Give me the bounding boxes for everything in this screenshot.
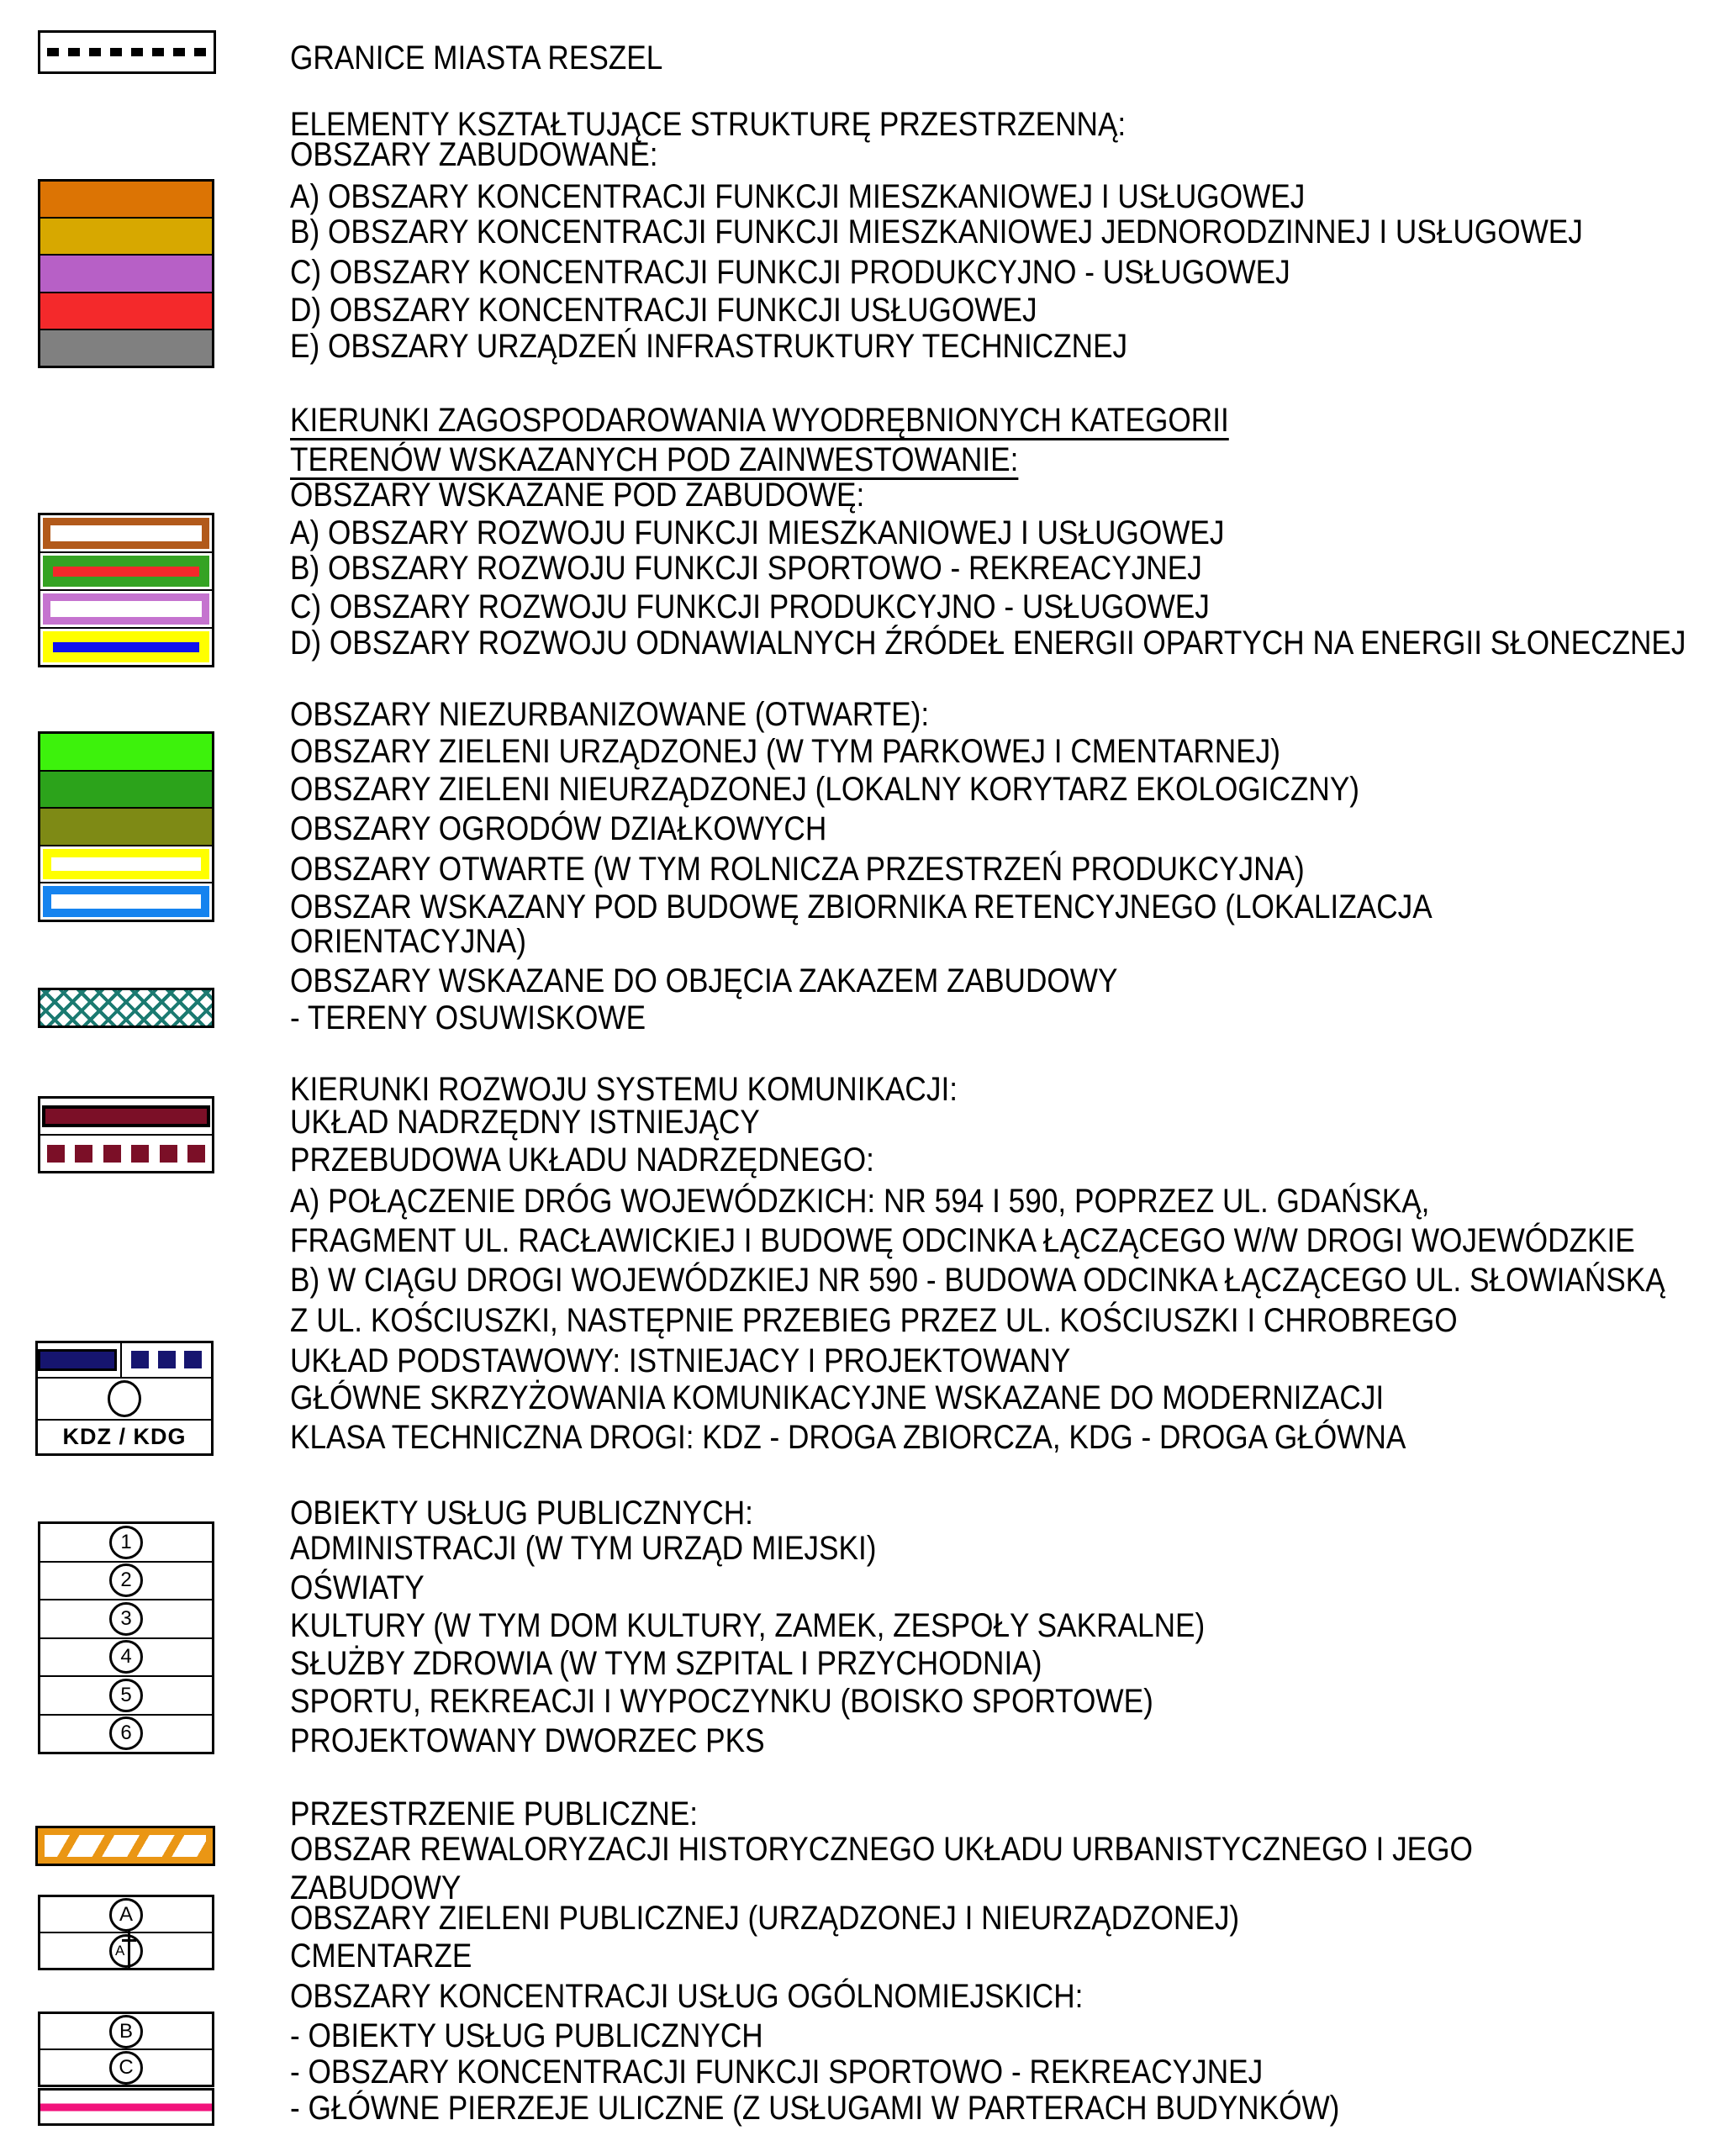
symbol-dworzec-pks xyxy=(40,1716,212,1753)
circled-5-icon: 5 xyxy=(109,1679,143,1712)
swatch-group-uklad-nadrzedny xyxy=(38,1096,214,1173)
legend-line: ORIENTACYJNA) xyxy=(290,923,526,960)
legend-line: OBSZARY WSKAZANE DO OBJĘCIA ZAKAZEM ZABUDOWY xyxy=(290,962,1118,999)
legend-line: GRANICE MIASTA RESZEL xyxy=(290,40,663,76)
crosshatch-pattern xyxy=(40,990,212,1026)
legend-heading: OBSZARY NIEZURBANIZOWANE (OTWARTE): xyxy=(290,696,930,733)
legend-line: PRZEBUDOWA UKŁADU NADRZĘDNEGO: xyxy=(290,1142,874,1178)
legend-heading: TERENÓW WSKAZANYCH POD ZAINWESTOWANIE: xyxy=(290,441,1019,478)
diagonal-stripe-pattern xyxy=(45,1835,206,1857)
swatch-infrastruktura-techniczna xyxy=(40,330,212,366)
legend-line: D) OBSZARY ROZWOJU ODNAWIALNYCH ŹRÓDEŁ ENERGII OPARTYCH NA ENERGII SŁONECZNEJ xyxy=(290,625,1686,662)
swatch-group-rozwoju xyxy=(38,513,214,667)
legend-line: UKŁAD PODSTAWOWY: ISTNIEJACY I PROJEKTOWANY xyxy=(290,1342,1071,1379)
swatch-rozwoj-mieszkaniowej xyxy=(40,515,212,553)
legend-line: OBSZARY ZIELENI PUBLICZNEJ (URZĄDZONEJ I NIEURZĄDZONEJ) xyxy=(290,1900,1240,1937)
legend-line: B) W CIĄGU DROGI WOJEWÓDZKIEJ NR 590 - BUDOWA ODCINKA ŁĄCZĄCEGO UL. SŁOWIAŃSKĄ xyxy=(290,1262,1665,1299)
swatch-uklad-podstawowy xyxy=(38,1343,211,1379)
swatch-funkcja-produkcyjno-uslugowa xyxy=(40,256,212,293)
circled-2-icon: 2 xyxy=(109,1563,143,1597)
circled-4-icon: 4 xyxy=(109,1640,143,1674)
legend-line: - GŁÓWNE PIERZEJE ULICZNE (Z USŁUGAMI W PARTERACH BUDYNKÓW) xyxy=(290,2090,1340,2127)
swatch-zbiornik-retencyjny xyxy=(40,883,212,920)
legend-heading: OBSZARY WSKAZANE POD ZABUDOWĘ: xyxy=(290,477,865,514)
legend-line: SPORTU, REKREACJI I WYPOCZYNKU (BOISKO SPORTOWE) xyxy=(290,1683,1153,1720)
swatch-uklad-nadrzedny-istniejacy xyxy=(40,1099,212,1136)
swatch-funkcja-mieszkaniowa-uslugowa xyxy=(40,182,212,219)
legend-line: A) POŁĄCZENIE DRÓG WOJEWÓDZKICH: NR 594 I 590, POPRZEZ UL. GDAŃSKĄ, xyxy=(290,1183,1430,1220)
legend-line: - TERENY OSUWISKOWE xyxy=(290,999,646,1036)
legend-line: KLASA TECHNICZNA DROGI: KDZ - DROGA ZBIORCZA, KDG - DROGA GŁÓWNA xyxy=(290,1419,1406,1456)
symbol-sportowo-rekreacyjne xyxy=(40,2050,212,2085)
legend-heading: OBIEKTY USŁUG PUBLICZNYCH: xyxy=(290,1495,753,1532)
swatch-rozwoj-energii-slonecznej xyxy=(40,629,212,665)
symbol-kultura xyxy=(40,1600,212,1639)
symbol-oswiata xyxy=(40,1563,212,1601)
legend-line: CMENTARZE xyxy=(290,1938,472,1975)
legend-line: GŁÓWNE SKRZYŻOWANIA KOMUNIKACYJNE WSKAZANE DO MODERNIZACJI xyxy=(290,1379,1385,1416)
intersection-circle-icon xyxy=(108,1380,141,1417)
symbol-sport xyxy=(40,1677,212,1716)
symbol-administracja xyxy=(40,1524,212,1563)
legend-line: ADMINISTRACJI (W TYM URZĄD MIEJSKI) xyxy=(290,1530,877,1567)
legend-line: OŚWIATY xyxy=(290,1569,425,1606)
circled-1-icon: 1 xyxy=(109,1526,143,1559)
legend-line: UKŁAD NADRZĘDNY ISTNIEJĄCY xyxy=(290,1104,760,1141)
legend-heading: KIERUNKI ROZWOJU SYSTEMU KOMUNIKACJI: xyxy=(290,1071,958,1108)
swatch-granice-miasta xyxy=(38,30,216,74)
swatch-ogrody-dzialkowe xyxy=(40,809,212,846)
legend-line: C) OBSZARY KONCENTRACJI FUNKCJI PRODUKCYJNO - USŁUGOWEJ xyxy=(290,254,1290,291)
legend-line: Z UL. KOŚCIUSZKI, NASTĘPNIE PRZEBIEG PRZEZ UL. KOŚCIUSZKI I CHROBREGO xyxy=(290,1302,1458,1339)
legend-heading: OBSZARY KONCENTRACJI USŁUG OGÓLNOMIEJSKICH: xyxy=(290,1978,1084,2015)
legend-line: - OBIEKTY USŁUG PUBLICZNYCH xyxy=(290,2017,763,2054)
legend-line: - OBSZARY KONCENTRACJI FUNKCJI SPORTOWO - REKREACYJNEJ xyxy=(290,2054,1264,2091)
legend-line: C) OBSZARY ROZWOJU FUNKCJI PRODUKCYJNO - USŁUGOWEJ xyxy=(290,588,1210,625)
legend-line: OBSZARY ZIELENI NIEURZĄDZONEJ (LOKALNY KORYTARZ EKOLOGICZNY) xyxy=(290,771,1360,808)
swatch-pierzeje-uliczne xyxy=(38,2088,214,2126)
swatch-group-uklad-podstawowy xyxy=(35,1341,214,1456)
legend-line: D) OBSZARY KONCENTRACJI FUNKCJI USŁUGOWEJ xyxy=(290,292,1037,329)
circled-c-icon: C xyxy=(109,2051,143,2085)
swatch-przebudowa-ukladu xyxy=(40,1136,212,1171)
symbol-cmentarze xyxy=(40,1933,212,1968)
swatch-rozwoj-sportowo-rekreacyjnej xyxy=(40,553,212,591)
legend-line: OBSZAR REWALORYZACJI HISTORYCZNEGO UKŁADU URBANISTYCZNEGO I JEGO xyxy=(290,1831,1473,1868)
swatch-tereny-osuwiskowe xyxy=(38,988,214,1028)
legend-line: OBSZAR WSKAZANY POD BUDOWĘ ZBIORNIKA RETENCYJNEGO (LOKALIZACJA xyxy=(290,888,1433,925)
circled-6-icon: 6 xyxy=(109,1716,143,1750)
symbol-zielen-publiczna xyxy=(40,1897,212,1933)
legend-line: PROJEKTOWANY DWORZEC PKS xyxy=(290,1722,765,1759)
swatch-group-ogolnomiejskie xyxy=(38,2012,214,2087)
swatch-zielen-nieurzadzona xyxy=(40,772,212,809)
circled-3-icon: 3 xyxy=(109,1602,143,1636)
pink-frontage-line xyxy=(40,2103,212,2111)
legend-line: KULTURY (W TYM DOM KULTURY, ZAMEK, ZESPOŁY SAKRALNE) xyxy=(290,1607,1206,1644)
legend-heading: ELEMENTY KSZTAŁTUJĄCE STRUKTURĘ PRZESTRZENNĄ: xyxy=(290,106,1127,143)
swatch-rewaloryzacja xyxy=(35,1826,215,1866)
dashed-boundary-line xyxy=(47,48,207,56)
circled-b-icon: B xyxy=(109,2015,143,2048)
legend-line: B) OBSZARY KONCENTRACJI FUNKCJI MIESZKANIOWEJ JEDNORODZINNEJ I USŁUGOWEJ xyxy=(290,214,1583,250)
swatch-rozwoj-produkcyjno-uslugowej xyxy=(40,591,212,629)
kdz-kdg-label: KDZ / KDG xyxy=(62,1423,187,1449)
legend-heading: PRZESTRZENIE PUBLICZNE: xyxy=(290,1795,699,1832)
swatch-group-zielen-cmentarze xyxy=(38,1895,214,1970)
legend-line: OBSZARY OGRODÓW DZIAŁKOWYCH xyxy=(290,810,827,847)
symbol-sluzba-zdrowia xyxy=(40,1639,212,1678)
cemetery-cross-icon: A xyxy=(109,1934,143,1968)
swatch-zielen-urzadzona xyxy=(40,734,212,772)
legend-line: A) OBSZARY ROZWOJU FUNKCJI MIESZKANIOWEJ I USŁUGOWEJ xyxy=(290,514,1225,551)
swatch-skrzyzowania xyxy=(38,1379,211,1421)
legend-line: SŁUŻBY ZDROWIA (W TYM SZPITAL I PRZYCHODNIA) xyxy=(290,1645,1042,1682)
symbol-obiekty-uslug xyxy=(40,2014,212,2050)
legend-heading: OBSZARY ZABUDOWANE: xyxy=(290,136,658,173)
circled-a-icon: A xyxy=(109,1898,143,1932)
legend-line: A) OBSZARY KONCENTRACJI FUNKCJI MIESZKANIOWEJ I USŁUGOWEJ xyxy=(290,178,1306,215)
legend-line: B) OBSZARY ROZWOJU FUNKCJI SPORTOWO - REKREACYJNEJ xyxy=(290,550,1202,587)
swatch-klasa-drogi xyxy=(38,1421,211,1454)
swatch-group-obiekty-uslug xyxy=(38,1521,214,1754)
legend-line: OBSZARY ZIELENI URZĄDZONEJ (W TYM PARKOWEJ I CMENTARNEJ) xyxy=(290,733,1281,770)
legend-line: ZABUDOWY xyxy=(290,1869,462,1906)
legend-line: E) OBSZARY URZĄDZEŃ INFRASTRUKTURY TECHNICZNEJ xyxy=(290,328,1128,365)
swatch-obszary-otwarte xyxy=(40,846,212,884)
swatch-group-niezurbanizowane xyxy=(38,731,214,922)
swatch-funkcja-jednorodzinna-uslugowa xyxy=(40,219,212,256)
legend-line: OBSZARY OTWARTE (W TYM ROLNICZA PRZESTRZEŃ PRODUKCYJNA) xyxy=(290,851,1305,888)
legend-line: FRAGMENT UL. RACŁAWICKIEJ I BUDOWĘ ODCINKA ŁĄCZĄCEGO W/W DROGI WOJEWÓDZKIE xyxy=(290,1222,1635,1259)
legend-heading: KIERUNKI ZAGOSPODAROWANIA WYODRĘBNIONYCH KATEGORII xyxy=(290,402,1229,439)
swatch-funkcja-uslugowa xyxy=(40,293,212,330)
swatch-group-obszary-zabudowane xyxy=(38,179,214,368)
